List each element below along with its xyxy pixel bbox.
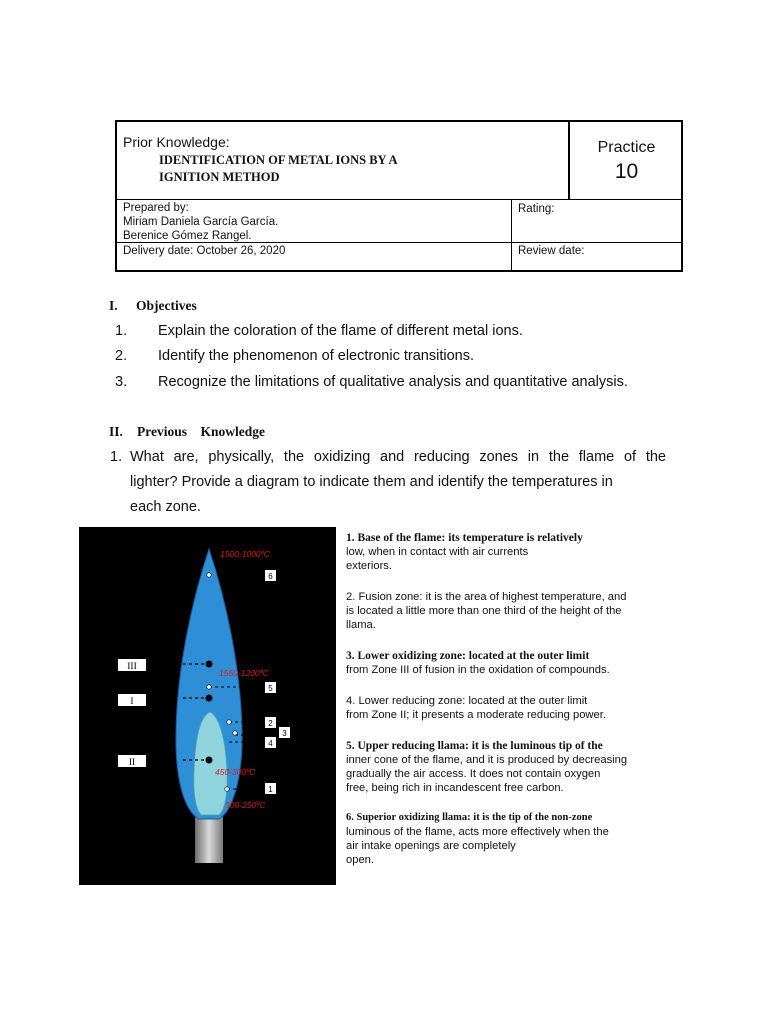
section-numeral: I. (109, 298, 118, 313)
note-line: from Zone II; it presents a moderate reducing power. (346, 709, 606, 721)
temp-label: 300-250ºC (225, 800, 266, 810)
note-1 (346, 531, 646, 573)
zone-dot (206, 661, 213, 668)
point-label: 2 (268, 719, 273, 728)
flame-diagram-svg (79, 527, 336, 885)
note-6 (346, 811, 646, 867)
divider (117, 199, 681, 200)
point-marker (225, 787, 229, 791)
note-heading: 6. Superior oxidizing llama: it is the tip of the non-zone (346, 812, 593, 823)
question-text: What are, physically, the oxidizing and reducing zones in the flame of the (130, 449, 666, 465)
point-label: 5 (268, 684, 273, 693)
note-line: air intake openings are completely (346, 840, 516, 852)
divider (511, 200, 512, 270)
note-line: inner cone of the flame, and it is produced by decreasing (346, 754, 628, 766)
objective-text: Recognize the limitations of qualitative analysis and quantitative analysis. (158, 374, 628, 390)
practice-title: IDENTIFICATION OF METAL IONS BY A (159, 153, 398, 167)
note-heading: 1. Base of the flame: its temperature is relatively (346, 532, 583, 544)
prior-knowledge-label: Prior Knowledge: (123, 134, 230, 150)
flame-diagram (79, 527, 336, 885)
note-2 (346, 590, 646, 632)
delivery-date: Delivery date: October 26, 2020 (123, 245, 286, 257)
point-marker (207, 685, 211, 689)
note-heading: 3. Lower oxidizing zone: located at the outer limit (346, 650, 590, 662)
note-line: from Zone III of fusion in the oxidation of compounds. (346, 664, 610, 676)
prepared-by-label: Prepared by: (123, 202, 189, 214)
practice-number: 10 (614, 160, 639, 183)
temp-label: 1500-1000ºC (220, 549, 270, 559)
note-line: luminous of the flame, acts more effectively when the (346, 826, 609, 838)
burner-tube (195, 815, 223, 863)
practice-title-2: IGNITION METHOD (159, 170, 280, 184)
note-line: exteriors. (346, 560, 393, 572)
author-1: Miriam Daniela García García. (123, 216, 279, 228)
review-date-label: Review date: (518, 245, 585, 257)
note-line: low, when in contact with air currents (346, 546, 529, 558)
objective-number: 3. (115, 374, 128, 390)
point-label: 1 (268, 785, 273, 794)
objective-number: 2. (115, 348, 128, 364)
point-label: 4 (268, 739, 273, 748)
point-label: 6 (268, 572, 273, 581)
question-text-3: each zone. (130, 499, 201, 515)
point-marker (227, 720, 231, 724)
note-line: 2. Fusion zone: it is the area of highest temperature, and (346, 591, 627, 603)
note-heading: 5. Upper reducing llama: it is the luminous tip of the (346, 740, 603, 752)
note-5 (346, 739, 646, 795)
objective-text: Identify the phenomenon of electronic transitions. (158, 348, 474, 364)
point-label: 3 (282, 729, 287, 738)
question-number: 1. (110, 449, 123, 465)
question-text-2: lighter? Provide a diagram to indicate them and identify the temperatures in (130, 474, 613, 490)
section-numeral: II. (109, 424, 123, 439)
objective-number: 1. (115, 323, 128, 339)
note-line: gradually the air access. It does not contain oxygen (346, 768, 601, 780)
note-4 (346, 694, 646, 722)
header-table (115, 120, 683, 272)
author-2: Berenice Gómez Rangel. (123, 230, 252, 242)
note-line: open. (346, 854, 374, 866)
point-marker (233, 731, 237, 735)
section-title-previous-knowledge: Previous Knowledge (137, 424, 265, 439)
temp-label: 1550-1200ºC (219, 668, 269, 678)
note-line: llama. (346, 619, 376, 631)
rating-label: Rating: (518, 203, 555, 215)
zone-dot (206, 757, 213, 764)
note-line: free, being rich in incandescent free carbon. (346, 782, 564, 794)
section-title-objectives: Objectives (136, 298, 197, 313)
zone-label: II (128, 758, 136, 768)
zone-dot (206, 695, 213, 702)
note-3 (346, 649, 646, 677)
point-marker (207, 573, 211, 577)
zone-label: III (127, 662, 137, 672)
note-line: is located a little more than one third of the height of the (346, 605, 622, 617)
practice-label: Practice (597, 139, 656, 156)
note-line: 4. Lower reducing zone: located at the outer limit (346, 695, 588, 707)
zone-label: I (130, 697, 134, 707)
objective-text: Explain the coloration of the flame of different metal ions. (158, 323, 523, 339)
temp-label: 450-300ºC (215, 767, 256, 777)
